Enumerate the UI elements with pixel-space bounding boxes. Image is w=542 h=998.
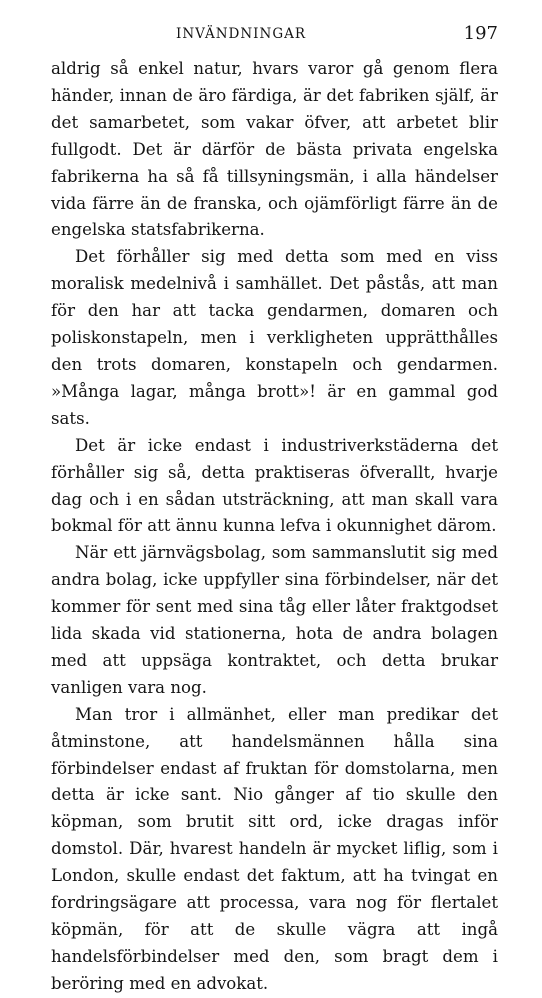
paragraph-continued: aldrig så enkel natur, hvars varor gå genom flera händer, innan de äro färdiga, är det fabriken själf, är det samarbetet, som vakar öfver, att arbetet blir fullgodt. Det är därför de bästa privata engelska fabrikerna ha så få tillsyningsmän, i alla händelser vida färre än de franska, och ojämförligt färre än de engelska statsfabrikerna.	[51, 59, 498, 240]
running-title: INVÄNDNINGAR	[176, 26, 307, 42]
paragraph: När ett järnvägsbolag, som sammanslutit sig med andra bolag, icke uppfyller sina förbindelser, när det kommer för sent med sina tåg eller låter fraktgodset lida skada vid stationerna, hota de andra bolagen med att uppsäga kontraktet, och detta brukar vanligen vara nog.	[51, 543, 498, 697]
body-text	[51, 56, 498, 998]
paragraph: Man tror i allmänhet, eller man predikar det åtminstone, att handelsmännen hålla sina förbindelser endast af fruktan för domstolarna, men detta är icke sant. Nio gånger af tio skulle den köpman, som brutit sitt ord, icke dragas inför domstol. Där, hvarest handeln är mycket liflig, som i London, skulle endast det faktum, att ha tvingat en fordringsägare att processa, vara nog för flertalet köpmän, för att de skulle vägra att ingå handelsförbindelser med den, som bragt dem i beröring med en advokat.	[51, 704, 498, 993]
paragraph: Det är icke endast i industriverkstäderna det förhåller sig så, detta praktiseras öfverallt, hvarje dag och i en sådan utsträckning, att man skall vara bokmal för att ännu kunna lefva i okunnighet därom.	[51, 435, 498, 536]
paragraph: Det förhåller sig med detta som med en viss moralisk medelnivå i samhället. Det påstås, att man för den har att tacka gendarmen, domaren och poliskonstapeln, men i verkligheten upprätthålles den trots domaren, konstapeln och gendarmen. »Många lagar, många brott»! är en gammal god sats.	[51, 247, 498, 428]
page-header	[50, 23, 498, 50]
page-number: 197	[463, 23, 498, 44]
